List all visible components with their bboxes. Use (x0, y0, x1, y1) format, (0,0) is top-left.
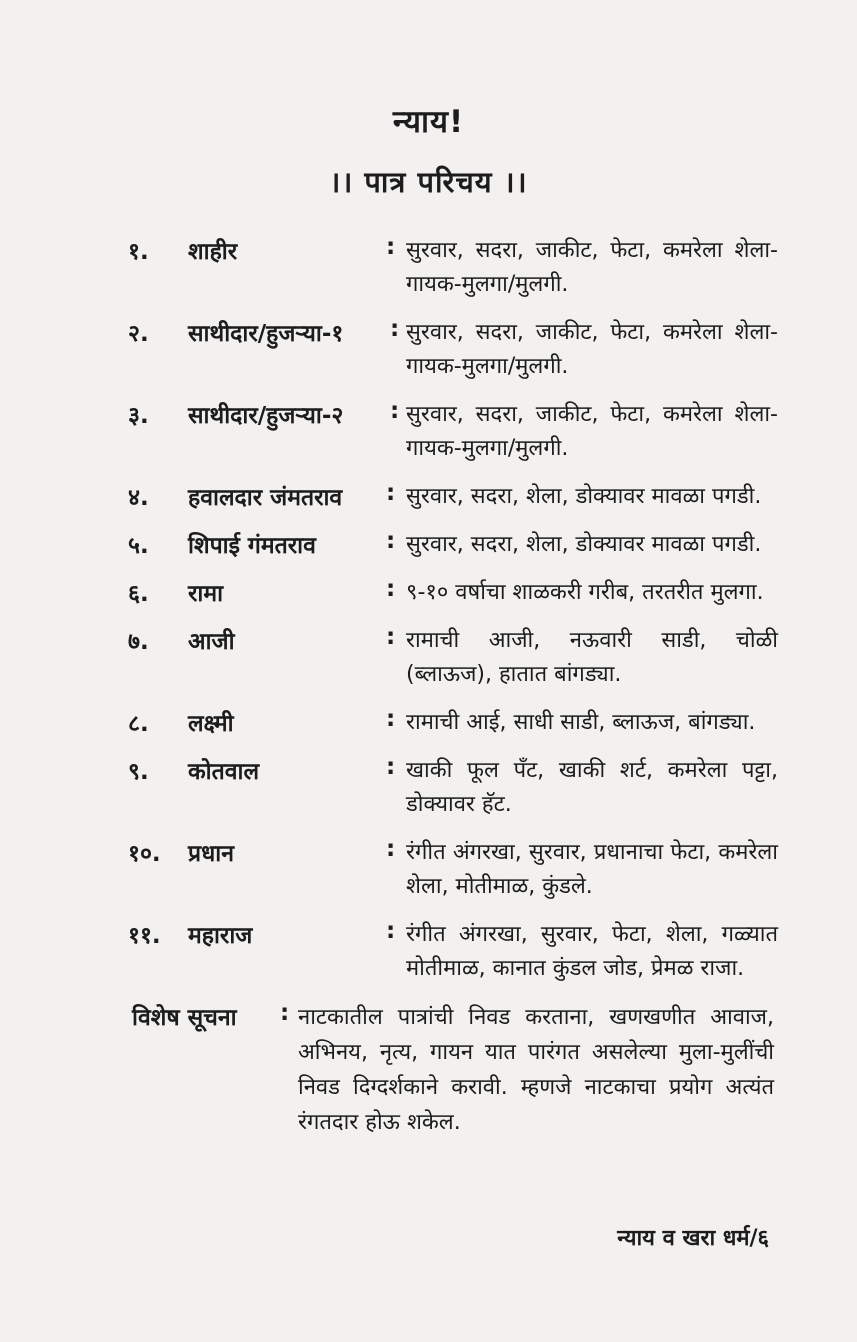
character-description: सुरवार, सदरा, जाकीट, फेटा, कमरेला शेला-गायक-मुलगा/मुलगी. (406, 238, 778, 297)
character-description: सुरवार, सदरा, जाकीट, फेटा, कमरेला शेला-गायक-मुलगा/मुलगी. (406, 320, 778, 379)
separator-colon: : (386, 234, 396, 260)
character-number: ७. (128, 629, 149, 655)
character-name: कोतवाल (188, 759, 260, 785)
character-entry (128, 576, 778, 610)
note-colon: : (280, 1000, 290, 1026)
note-label: विशेष सूचना (132, 1005, 237, 1031)
character-entry (128, 706, 778, 740)
character-name: हवालदार जंमतराव (188, 485, 343, 511)
note-text: नाटकातील पात्रांची निवड करताना, खणखणीत आवाज, अभिनय, नृत्य, गायन यात पारंगत असलेल्या मुला-मुलींची निवड दिग्दर्शकाने करावी. म्हणजे नाटकाचा प्रयोग अत्यंत रंगतदार होऊ शकेल. (298, 1005, 774, 1135)
separator-colon: : (390, 316, 400, 342)
character-entry (128, 316, 778, 384)
character-name: शाहीर (188, 239, 238, 265)
separator-colon: : (390, 398, 400, 424)
character-list (128, 234, 778, 1000)
character-number: ८. (128, 711, 149, 737)
character-name: रामा (188, 581, 224, 607)
character-entry (128, 624, 778, 692)
character-entry (128, 528, 778, 562)
section-heading: ।। पात्र परिचय ।। (329, 165, 528, 199)
character-entry (128, 754, 778, 822)
separator-colon: : (386, 754, 396, 780)
character-description: रामाची आजी, नऊवारी साडी, चोळी (ब्लाऊज), हातात बांगड्या. (406, 628, 778, 687)
character-number: ५. (128, 533, 149, 559)
separator-colon: : (386, 624, 396, 650)
character-name: आजी (188, 629, 235, 655)
separator-colon: : (386, 706, 396, 732)
character-name: साथीदार/हुजऱ्या-१ (188, 321, 344, 347)
character-number: १. (128, 239, 149, 265)
separator-colon: : (386, 918, 396, 944)
separator-colon: : (386, 480, 396, 506)
character-description: रंगीत अंगरखा, सुरवार, प्रधानाचा फेटा, कमरेला शेला, मोतीमाळ, कुंडले. (406, 840, 778, 899)
character-description: रामाची आई, साधी साडी, ब्लाऊज, बांगड्या. (406, 710, 756, 735)
character-name: प्रधान (188, 841, 234, 867)
character-number: ११. (128, 923, 161, 949)
separator-colon: : (386, 576, 396, 602)
character-name: लक्ष्मी (188, 711, 234, 737)
character-number: ४. (128, 485, 149, 511)
character-entry (128, 836, 778, 904)
character-number: ९. (128, 759, 149, 785)
character-name: साथीदार/हुजऱ्या-२ (188, 403, 344, 429)
character-description: ९-१० वर्षाचा शाळकरी गरीब, तरतरीत मुलगा. (406, 580, 764, 605)
character-number: ३. (128, 403, 149, 429)
character-name: महाराज (188, 923, 253, 949)
page-footer: न्याय व खरा धर्म/६ (617, 1226, 769, 1251)
character-entry (128, 398, 778, 466)
character-entry (128, 480, 778, 514)
character-entry (128, 234, 778, 302)
page-title: न्याय! (392, 104, 465, 140)
character-description: सुरवार, सदरा, शेला, डोक्यावर मावळा पगडी. (406, 484, 762, 509)
character-description: रंगीत अंगरखा, सुरवार, फेटा, शेला, गळ्यात मोतीमाळ, कानात कुंडल जोड, प्रेमळ राजा. (406, 922, 778, 981)
character-number: ६. (128, 581, 149, 607)
character-name: शिपाई गंमतराव (188, 533, 316, 559)
character-entry (128, 918, 778, 986)
character-number: २. (128, 321, 149, 347)
character-description: सुरवार, सदरा, शेला, डोक्यावर मावळा पगडी. (406, 532, 762, 557)
character-description: सुरवार, सदरा, जाकीट, फेटा, कमरेला शेला-गायक-मुलगा/मुलगी. (406, 402, 778, 461)
character-description: खाकी फूल पँट, खाकी शर्ट, कमरेला पट्टा, डोक्यावर हॅट. (406, 758, 778, 817)
character-number: १०. (128, 841, 161, 867)
separator-colon: : (386, 528, 396, 554)
separator-colon: : (386, 836, 396, 862)
